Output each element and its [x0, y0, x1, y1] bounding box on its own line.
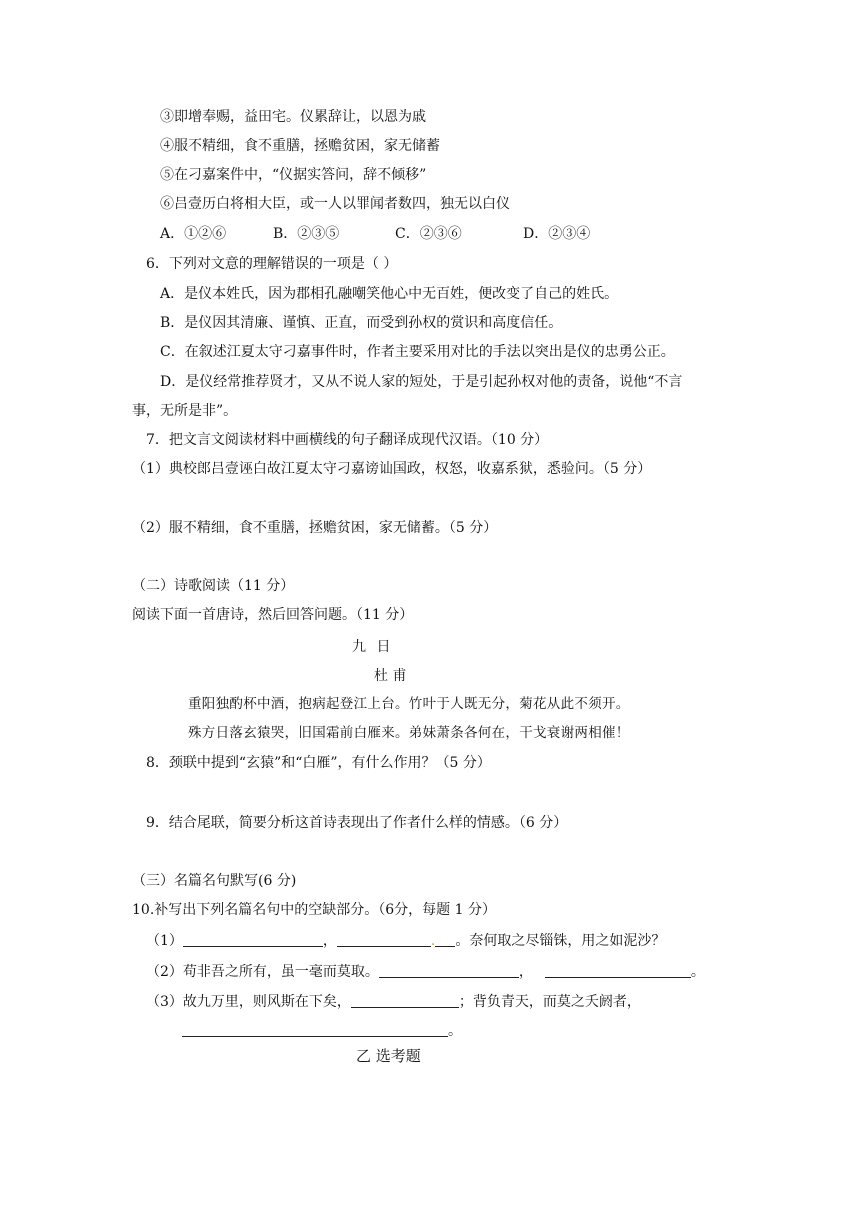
q10-3-prefix: （3）故九万里，则风斯在下矣， [146, 994, 351, 1010]
q10-1-prefix: （1） [146, 933, 183, 949]
poem-title: 九 日 [352, 639, 391, 655]
q5-item-3: ③即增奉赐，益田宅。仪累辞让，以恩为戚 [160, 109, 426, 125]
q10-1-ending: 。奈何取之尽锱铢，用之如泥沙？ [455, 933, 666, 949]
q6-option-b: B．是仪因其清廉、谨慎、正直，而受到孙权的赏识和高度信任。 [160, 315, 563, 331]
q6-option-d-line1: D．是仪经常推荐贤才，又从不说人家的短处，于是引起孙权对他的责备，说他“不言 [160, 374, 683, 390]
q10-1-blank-b-tail[interactable] [435, 931, 455, 947]
q6-option-a: A．是仪本姓氏，因为郡相孔融嘲笑他心中无百姓，便改变了自己的姓氏。 [160, 286, 619, 302]
q10-sentence-3-cont [182, 1021, 462, 1041]
q6-stem: 6．下列对文意的理解错误的一项是（ ） [146, 256, 398, 272]
q10-2-prefix: （2）苟非吾之所有，虽一毫而莫取。 [146, 964, 379, 980]
q7-stem: 7．把文言文阅读材料中画横线的句子翻译成现代汉语。（10 分） [146, 432, 549, 448]
q10-1-comma: ， [322, 933, 337, 949]
q5-item-6: ⑥吕壹历白将相大臣，或一人以罪闻者数四，独无以白仪 [160, 196, 510, 212]
q10-2-blank-b[interactable] [545, 962, 691, 978]
q10-2-comma: ， [518, 964, 533, 980]
q10-3-ending: 。 [448, 1023, 462, 1039]
q5-item-4: ④服不精细，食不重膳，拯赡贫困，家无储蓄 [160, 138, 440, 154]
q10-sentence-3 [146, 992, 641, 1012]
poem-line-1: 重阳独酌杯中酒，抱病起登江上台。竹叶于人既无分，菊花从此不须开。 [188, 696, 630, 712]
q7-sentence-2: （2）服不精细，食不重膳，拯赡贫困，家无储蓄。（5 分） [132, 520, 498, 536]
poem-author: 杜 甫 [374, 668, 407, 684]
q6-option-d-line2: 事，无所是非”。 [132, 403, 238, 419]
q5-item-5: ⑤在刁嘉案件中，“仪据实答问，辞不倾移” [160, 167, 427, 183]
poetry-intro: 阅读下面一首唐诗，然后回答问题。（11 分） [132, 607, 414, 623]
q10-3-middle: ；背负青天，而莫之夭阏者， [458, 994, 641, 1010]
q10-1-blank-b[interactable] [337, 931, 431, 947]
ink-dot: . [430, 933, 436, 949]
q10-1-blank-a[interactable] [183, 931, 323, 947]
poetry-section-heading: （二）诗歌阅读（11 分） [132, 578, 295, 594]
recitation-section-heading: （三）名篇名句默写(6 分) [132, 873, 297, 889]
elective-section-heading: 乙 选考题 [356, 1047, 421, 1065]
question-10-stem: 10.补写出下列名篇名句中的空缺部分。（6分，每题 1 分） [132, 902, 496, 918]
question-8: 8．颈联中提到“玄猿”和“白雁”，有什么作用？（5 分） [146, 755, 491, 771]
q10-3-blank-a[interactable] [351, 992, 459, 1008]
q10-3-blank-b[interactable] [182, 1021, 448, 1037]
question-9: 9．结合尾联，简要分析这首诗表现出了作者什么样的情感。（6 分） [146, 815, 568, 831]
q5-choice-a: A．①②⑥ [160, 226, 227, 242]
q6-option-c: C．在叙述江夏太守刁嘉事件时，作者主要采用对比的手法以突出是仪的忠勇公正。 [160, 344, 675, 360]
q5-choice-b: B．②③⑤ [273, 226, 340, 242]
poem-line-2: 殊方日落玄猿哭，旧国霜前白雁来。弟妹萧条各何在，干戈衰谢两相催！ [188, 725, 630, 741]
q10-2-ending: 。 [690, 964, 705, 980]
q10-2-blank-a[interactable] [379, 962, 519, 978]
q5-choice-c: C．②③⑥ [395, 226, 462, 242]
q7-sentence-1: （1）典校郎吕壹诬白故江夏太守刁嘉谤讪国政，权怒，收嘉系狱，悉验问。（5 分） [132, 461, 652, 477]
q5-choice-d: D．②③④ [523, 226, 591, 242]
q10-sentence-1 [146, 931, 665, 951]
q10-sentence-2 [146, 962, 705, 982]
